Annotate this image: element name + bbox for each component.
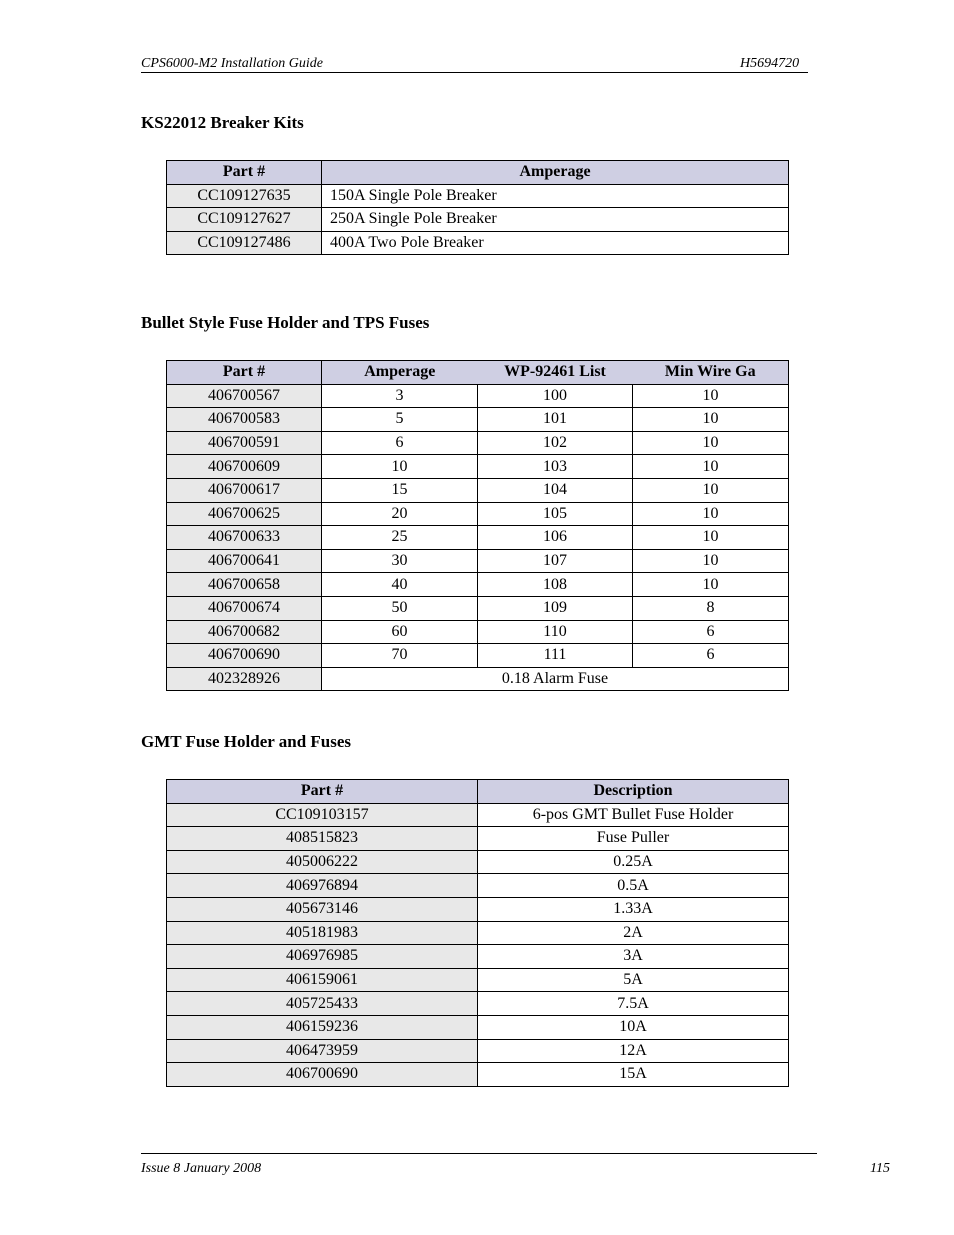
table-cell: 110	[478, 620, 633, 644]
table-cell: 406700591	[167, 431, 322, 455]
table-cell: 406976985	[167, 945, 478, 969]
table-row	[167, 827, 789, 851]
table-cell: 5A	[478, 968, 789, 992]
table-cell: CC109127486	[167, 231, 322, 255]
table-header-row	[167, 780, 789, 804]
table-row	[167, 502, 789, 526]
table-cell: 0.18 Alarm Fuse	[322, 667, 789, 691]
table-cell: CC109127627	[167, 208, 322, 232]
table-cell: 103	[478, 455, 633, 479]
column-header: Part #	[167, 361, 322, 385]
column-header: WP-92461 List	[478, 361, 633, 385]
table-row	[167, 596, 789, 620]
table-cell: 40	[322, 573, 478, 597]
column-header: Part #	[167, 161, 322, 185]
table-row	[167, 803, 789, 827]
breaker-kits-table	[166, 160, 789, 255]
table-row	[167, 874, 789, 898]
table-cell: 10	[633, 431, 789, 455]
table-row	[167, 968, 789, 992]
table-cell: 406473959	[167, 1039, 478, 1063]
footer-issue: Issue 8 January 2008	[141, 1161, 262, 1176]
table-cell: 3	[322, 384, 478, 408]
table-cell: 30	[322, 549, 478, 573]
table-row	[167, 897, 789, 921]
table-cell: 6	[633, 644, 789, 668]
table-cell: Fuse Puller	[478, 827, 789, 851]
table-row	[167, 945, 789, 969]
table-cell: 6-pos GMT Bullet Fuse Holder	[478, 803, 789, 827]
table-cell: 12A	[478, 1039, 789, 1063]
table-cell: 406700617	[167, 478, 322, 502]
table-row	[167, 644, 789, 668]
table-row	[167, 208, 789, 232]
table-cell: CC109103157	[167, 803, 478, 827]
gmt-fuse-heading: GMT Fuse Holder and Fuses	[141, 732, 352, 751]
table-cell: 405181983	[167, 921, 478, 945]
table-cell: 7.5A	[478, 992, 789, 1016]
table-row	[167, 184, 789, 208]
table-cell: 10	[633, 384, 789, 408]
table-cell: 60	[322, 620, 478, 644]
table-row	[167, 478, 789, 502]
table-cell: 10	[322, 455, 478, 479]
table-cell: 70	[322, 644, 478, 668]
table-cell: 250A Single Pole Breaker	[322, 208, 789, 232]
table-cell: 10	[633, 526, 789, 550]
table-row	[167, 526, 789, 550]
table-cell: 101	[478, 408, 633, 432]
table-cell: 150A Single Pole Breaker	[322, 184, 789, 208]
header-title: CPS6000-M2 Installation Guide	[141, 56, 323, 71]
header-rule	[141, 72, 808, 73]
bullet-fuse-heading: Bullet Style Fuse Holder and TPS Fuses	[141, 313, 430, 332]
table-cell: 20	[322, 502, 478, 526]
table-cell: 406700690	[167, 1063, 478, 1087]
table-cell: 402328926	[167, 667, 322, 691]
table-cell: 10	[633, 502, 789, 526]
table-cell: 25	[322, 526, 478, 550]
table-cell: 6	[633, 620, 789, 644]
table-cell: 406700641	[167, 549, 322, 573]
table-cell: 408515823	[167, 827, 478, 851]
table-row	[167, 455, 789, 479]
table-cell: 405673146	[167, 897, 478, 921]
breaker-kits-heading: KS22012 Breaker Kits	[141, 113, 304, 132]
footer-rule	[141, 1153, 817, 1154]
table-cell: 104	[478, 478, 633, 502]
table-row	[167, 384, 789, 408]
table-row	[167, 1015, 789, 1039]
header-doc-number: H5694720	[740, 56, 800, 71]
table-cell: 50	[322, 596, 478, 620]
table-row	[167, 620, 789, 644]
table-cell: 406700625	[167, 502, 322, 526]
table-cell: 406700609	[167, 455, 322, 479]
table-cell: 105	[478, 502, 633, 526]
table-cell: 10A	[478, 1015, 789, 1039]
table-cell: 406700690	[167, 644, 322, 668]
table-cell: 5	[322, 408, 478, 432]
table-cell: 100	[478, 384, 633, 408]
bullet-fuse-table	[166, 360, 789, 691]
column-header: Amperage	[322, 161, 789, 185]
column-header: Description	[478, 780, 789, 804]
table-cell: 10	[633, 549, 789, 573]
table-row	[167, 231, 789, 255]
table-cell: 107	[478, 549, 633, 573]
table-cell: 15A	[478, 1063, 789, 1087]
table-cell: 406700567	[167, 384, 322, 408]
table-row	[167, 992, 789, 1016]
table-cell: 405006222	[167, 850, 478, 874]
table-row	[167, 573, 789, 597]
table-cell: 406700583	[167, 408, 322, 432]
table-cell: 102	[478, 431, 633, 455]
table-cell: 400A Two Pole Breaker	[322, 231, 789, 255]
table-row	[167, 850, 789, 874]
table-cell: 406159061	[167, 968, 478, 992]
table-cell: 405725433	[167, 992, 478, 1016]
table-cell: 10	[633, 408, 789, 432]
table-cell: 406700674	[167, 596, 322, 620]
table-cell: 10	[633, 573, 789, 597]
table-row	[167, 408, 789, 432]
table-cell: 15	[322, 478, 478, 502]
table-cell: 406700682	[167, 620, 322, 644]
table-row	[167, 921, 789, 945]
table-cell: 3A	[478, 945, 789, 969]
table-cell: 108	[478, 573, 633, 597]
table-row	[167, 1039, 789, 1063]
table-header-row	[167, 161, 789, 185]
table-cell: 10	[633, 478, 789, 502]
page-number: 115	[870, 1161, 890, 1176]
table-cell: 2A	[478, 921, 789, 945]
table-cell: 106	[478, 526, 633, 550]
table-cell: 6	[322, 431, 478, 455]
table-cell: CC109127635	[167, 184, 322, 208]
table-cell: 406976894	[167, 874, 478, 898]
table-cell: 10	[633, 455, 789, 479]
table-cell: 406159236	[167, 1015, 478, 1039]
column-header: Amperage	[322, 361, 478, 385]
table-row	[167, 431, 789, 455]
table-row	[167, 549, 789, 573]
column-header: Min Wire Ga	[633, 361, 789, 385]
table-cell: 109	[478, 596, 633, 620]
column-header: Part #	[167, 780, 478, 804]
table-row	[167, 1063, 789, 1087]
table-cell: 1.33A	[478, 897, 789, 921]
table-cell: 0.5A	[478, 874, 789, 898]
gmt-fuse-table	[166, 779, 789, 1087]
table-row	[167, 667, 789, 691]
table-cell: 0.25A	[478, 850, 789, 874]
table-header-row	[167, 361, 789, 385]
table-cell: 406700633	[167, 526, 322, 550]
table-cell: 111	[478, 644, 633, 668]
table-cell: 8	[633, 596, 789, 620]
table-cell: 406700658	[167, 573, 322, 597]
